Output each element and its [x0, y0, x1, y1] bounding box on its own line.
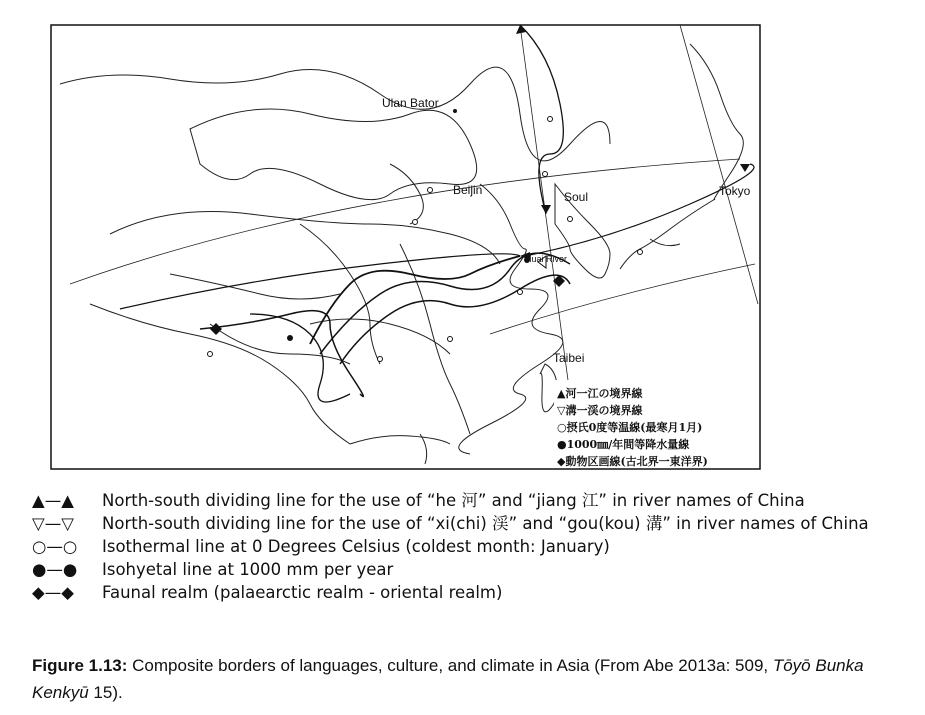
- legend-text: Isohyetal line at 1000 mm per year: [102, 560, 394, 579]
- filled-circle-marker: [287, 335, 293, 341]
- open-circle-marker: [208, 352, 213, 357]
- open-circle-marker: [518, 290, 523, 295]
- map-svg: [50, 24, 761, 470]
- legend-row: [32, 512, 902, 535]
- figure-caption: [32, 652, 912, 706]
- legend-row: [32, 558, 902, 581]
- legend-symbol: ◆—◆: [32, 583, 74, 602]
- inset-legend-item: ▽溝一渓の境界線: [557, 404, 643, 417]
- inset-legend-item: ○摂氏0度等温線(最寒月1月): [557, 421, 703, 434]
- city-dot: [453, 109, 457, 113]
- open-circle-marker: [448, 337, 453, 342]
- caption-journal: Tōyō Bunka Kenkyū: [32, 656, 864, 702]
- city-label-taipei: Taibei: [553, 351, 585, 365]
- city-label-ulan-bator: Ulan Bator: [382, 96, 439, 110]
- city-label-seoul: Soul: [564, 190, 589, 204]
- legend: [32, 489, 902, 604]
- legend-text: Isothermal line at 0 Degrees Celsius (coldest month: January): [102, 537, 610, 556]
- legend-row: [32, 535, 902, 558]
- open-circle-marker: [568, 217, 573, 222]
- legend-symbol: ●—●: [32, 560, 78, 579]
- inset-legend-item: ●1000㎜/年間等降水量線: [557, 438, 690, 451]
- open-circle-marker: [413, 220, 418, 225]
- caption-label: Figure 1.13:: [32, 656, 128, 675]
- inset-legend: [554, 380, 754, 468]
- legend-symbol: ▲—▲: [32, 491, 74, 510]
- legend-text: Faunal realm (palaearctic realm - oriental realm): [102, 583, 503, 602]
- city-label-beijing: Beijin: [453, 183, 483, 197]
- river-label-huai: Huai River: [525, 254, 568, 264]
- legend-row: [32, 581, 902, 604]
- open-circle-marker: [638, 250, 643, 255]
- map: [50, 24, 761, 470]
- caption-end: 15).: [88, 683, 123, 702]
- caption-text: Composite borders of languages, culture, and climate in Asia (From Abe 2013a: 509,: [127, 656, 773, 675]
- legend-symbol: ▽—▽: [32, 514, 74, 533]
- legend-text: North-south dividing line for the use of “xi(chi) 渓” and “gou(kou) 溝” in river names of China: [102, 514, 869, 533]
- legend-symbol: ○—○: [32, 537, 78, 556]
- open-circle-marker: [378, 357, 383, 362]
- city-label-tokyo: Tokyo: [719, 184, 751, 198]
- open-circle-marker: [543, 172, 548, 177]
- open-circle-marker: [548, 117, 553, 122]
- inset-legend-item: ◆動物区画線(古北界一東洋界): [557, 455, 708, 468]
- legend-text: North-south dividing line for the use of “he 河” and “jiang 江” in river names of China: [102, 491, 805, 510]
- legend-row: [32, 489, 902, 512]
- open-circle-marker: [428, 188, 433, 193]
- inset-legend-item: ▲河一江の境界線: [557, 387, 643, 400]
